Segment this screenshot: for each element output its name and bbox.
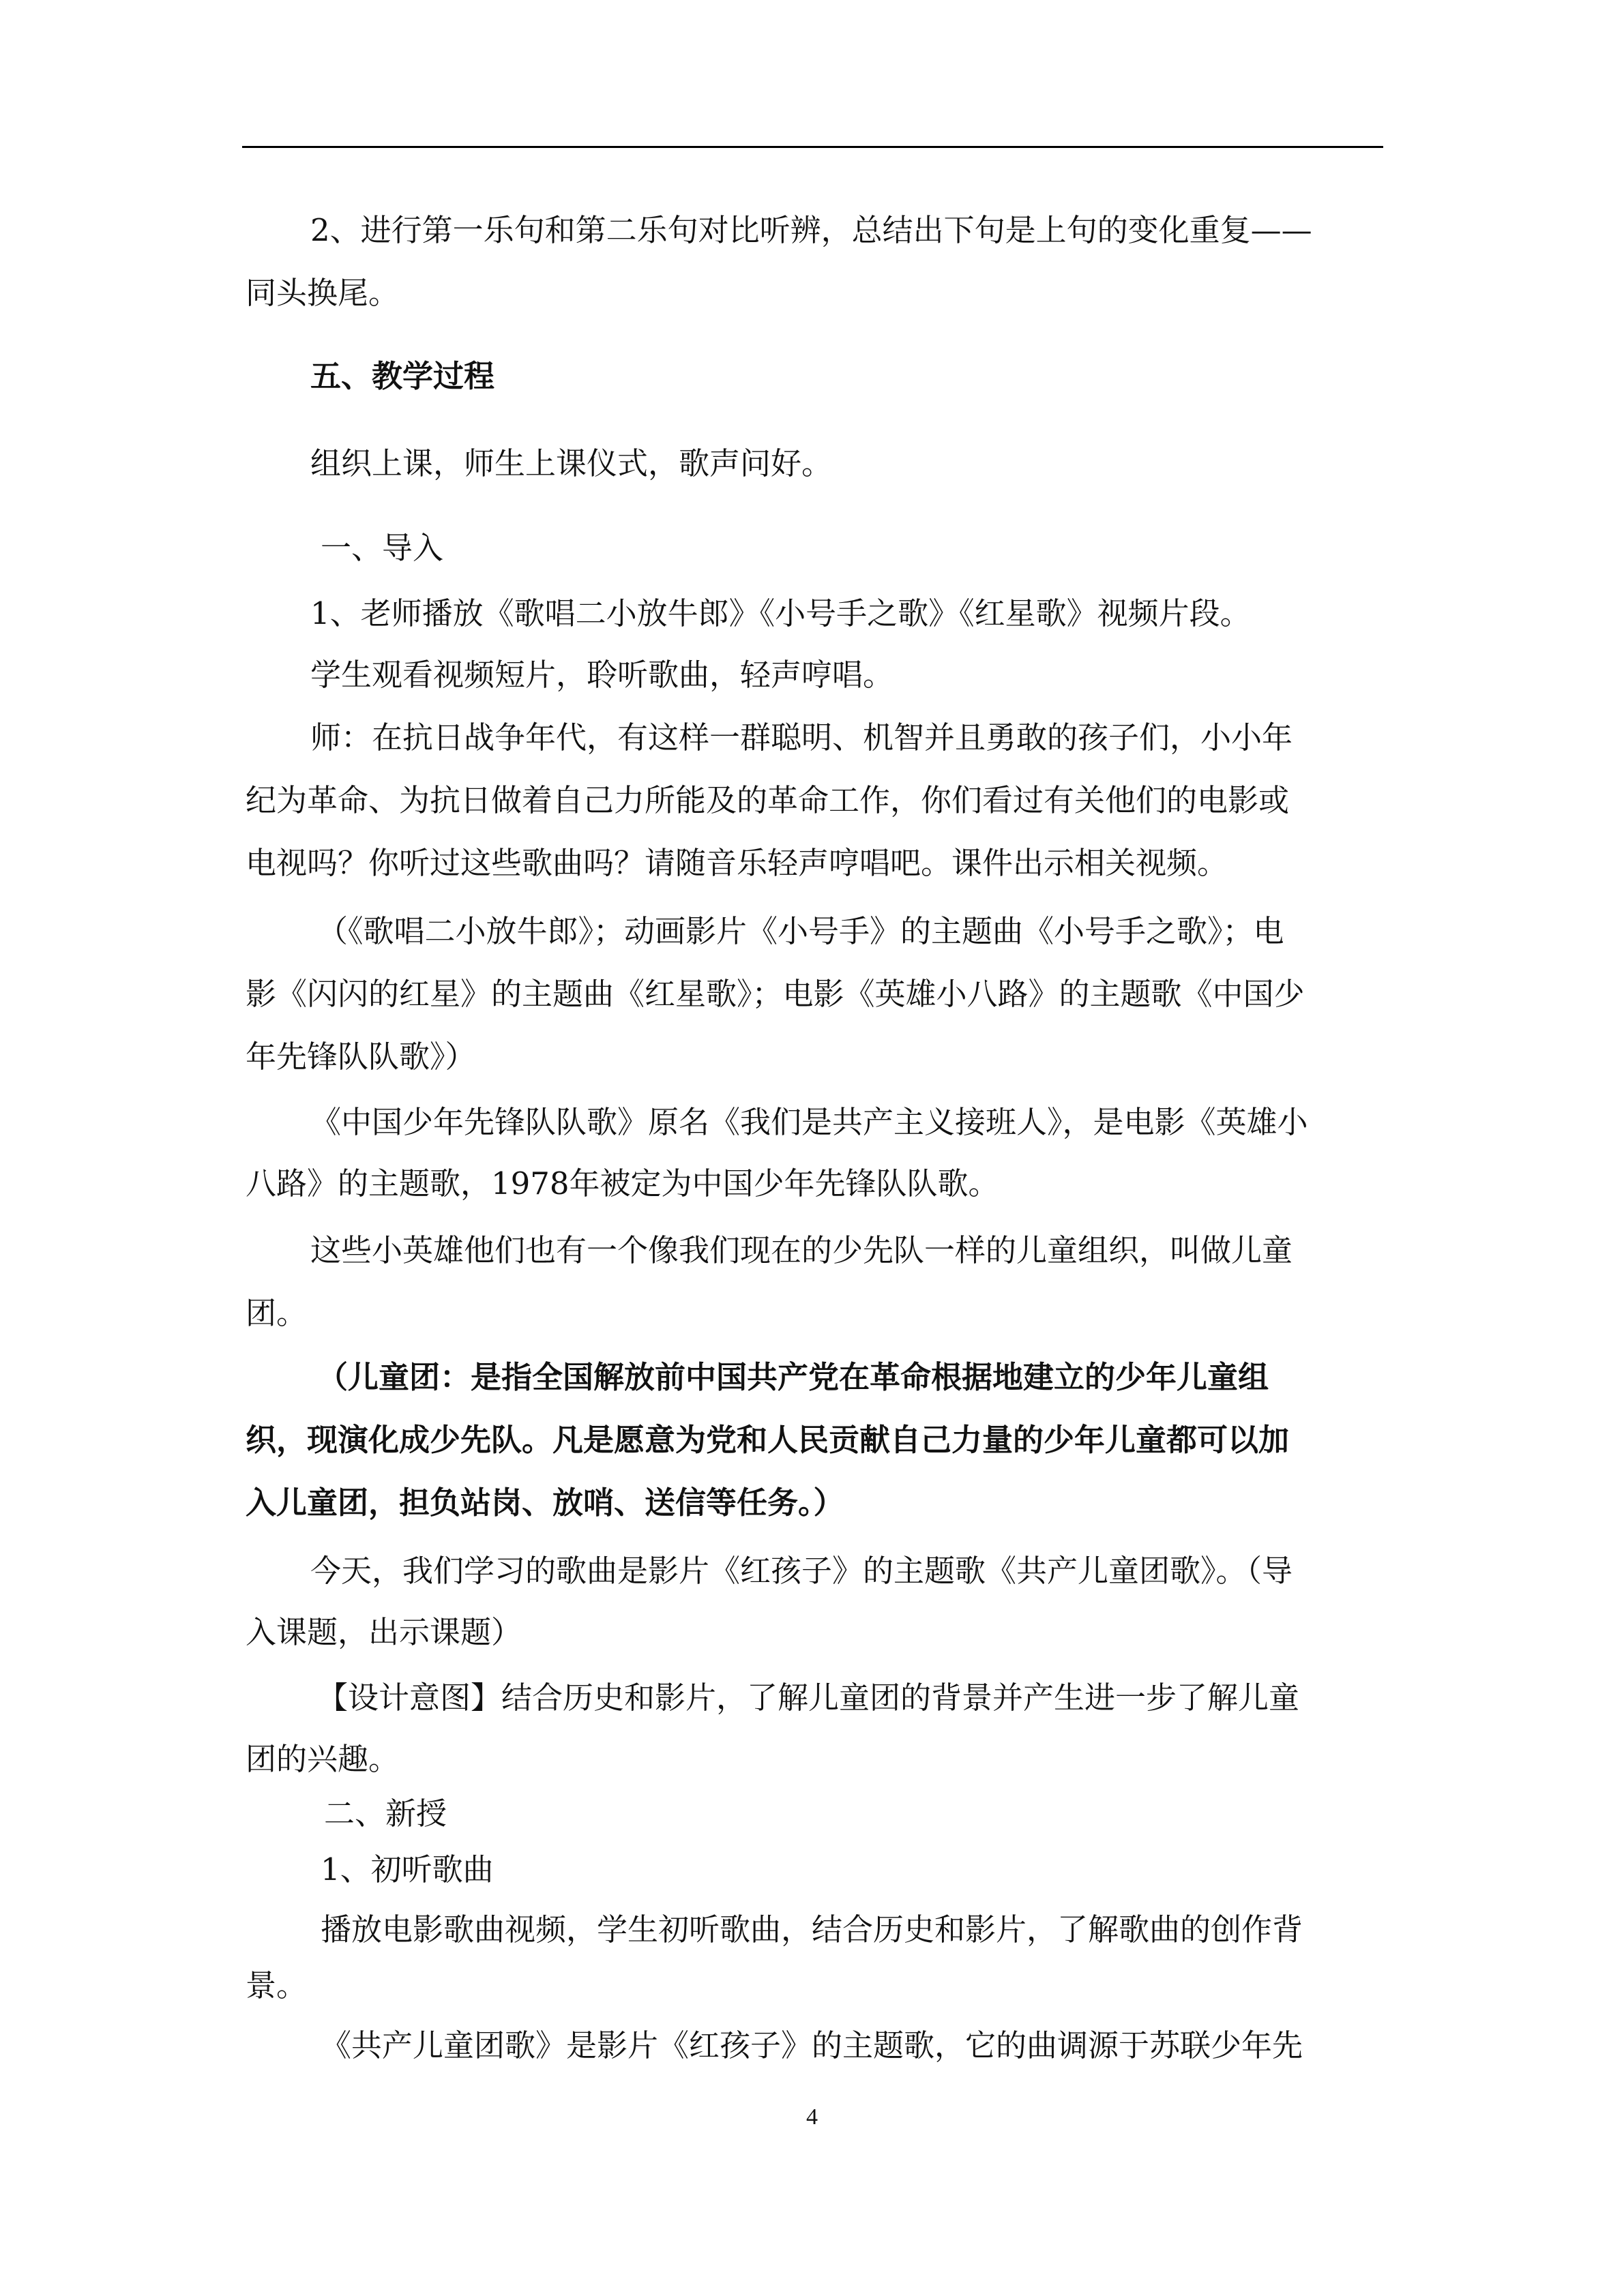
page-number: 4 [806,2104,818,2130]
paragraph-line: 2、进行第一乐句和第二乐句对比听辨，总结出下句是上句的变化重复—— [310,212,1312,248]
paragraph-line: 组织上课，师生上课仪式，歌声问好。 [310,445,833,481]
paragraph-line: 1、老师播放《歌唱二小放牛郎》《小号手之歌》《红星歌》视频片段。 [310,595,1251,631]
paragraph-line: 《中国少年先锋队队歌》原名《我们是共产主义接班人》，是电影《英雄小 [310,1104,1308,1140]
paragraph-line: 景。 [246,1967,308,2003]
paragraph-line: 团。 [246,1295,308,1331]
subsection-heading: 二、新授 [324,1795,447,1832]
paragraph-line: 团的兴趣。 [246,1741,400,1777]
paragraph-line: 入课题，出示课题） [246,1614,522,1650]
paragraph-line: 【设计意图】结合历史和影片，了解儿童团的背景并产生进一步了解儿童 [317,1680,1300,1716]
section-heading: 五、教学过程 [310,358,495,394]
header-rule [242,146,1383,148]
paragraph-line: 八路》的主题歌，1978年被定为中国少年先锋队队歌。 [246,1165,999,1202]
paragraph-line-emphasis: 织，现演化成少先队。凡是愿意为党和人民贡献自己力量的少年儿童都可以加 [246,1422,1290,1458]
paragraph-line: 年先锋队队歌》） [246,1039,476,1075]
paragraph-line: 电视吗？你听过这些歌曲吗？请随音乐轻声哼唱吧。课件出示相关视频。 [246,845,1228,881]
paragraph-line: 同头换尾。 [246,275,400,311]
paragraph-line: 影《闪闪的红星》的主题曲《红星歌》；电影《英雄小八路》的主题歌《中国少 [246,976,1305,1012]
paragraph-line: 今天，我们学习的歌曲是影片《红孩子》的主题歌《共产儿童团歌》。（导 [310,1553,1293,1589]
paragraph-line: 播放电影歌曲视频，学生初听歌曲，结合历史和影片，了解歌曲的创作背 [321,1911,1303,1948]
paragraph-line-emphasis: 入儿童团，担负站岗、放哨、送信等任务。） [246,1485,844,1521]
paragraph-line: 师：在抗日战争年代，有这样一群聪明、机智并且勇敢的孩子们，小小年 [310,719,1293,756]
paragraph-line: 纪为革命、为抗日做着自己力所能及的革命工作，你们看过有关他们的电影或 [246,782,1290,818]
paragraph-line: （《歌唱二小放牛郎》；动画影片《小号手》的主题曲《小号手之歌》；电 [317,913,1284,949]
paragraph-line-emphasis: （儿童团：是指全国解放前中国共产党在革命根据地建立的少年儿童组 [317,1359,1269,1395]
paragraph-line: 《共产儿童团歌》是影片《红孩子》的主题歌，它的曲调源于苏联少年先 [321,2027,1303,2063]
subsection-heading: 1、初听歌曲 [321,1851,494,1888]
paragraph-line: 这些小英雄他们也有一个像我们现在的少先队一样的儿童组织，叫做儿童 [310,1232,1293,1268]
paragraph-line: 学生观看视频短片，聆听歌曲，轻声哼唱。 [310,657,894,693]
subsection-heading: 一、导入 [321,530,444,566]
